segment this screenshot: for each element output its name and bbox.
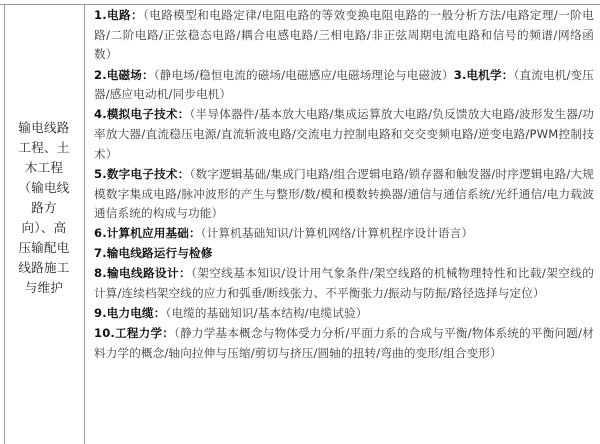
subject-description: （静力学基本概念与物体受力分析/平面力系的合成与平衡/物体系统的平衡问题/材料力学的概念/轴向拉伸与压缩/剪切与挤压/圆轴的扭转/弯曲的变形/组合变形） [94,326,594,361]
category-cell [6,118,82,298]
subject-label: 2.电磁场： [94,67,154,82]
list-item [94,324,594,363]
category-line: 向）、高 [21,220,67,235]
subject-label: 1.电路： [94,8,144,22]
subject-description: （架空线基本知识/设计用气象条件/架空线路的机械物理特性和比载/架空线的计算/连续档架空线的应力和弧垂/断线张力、不平衡张力/振动与防振/路径选择与定位） [94,266,594,301]
list-item [94,6,594,65]
subject-description: （直流电机/变压器/感应电动机/同步电机） [94,67,595,102]
content-cell [94,6,594,364]
list-item [94,66,594,105]
column-divider [84,4,85,444]
category-line: 工程、土 [18,140,70,155]
subject-description: （电缆的基础知识/基本结构/电缆试验） [165,306,368,321]
subject-description: （数字逻辑基础/集成门电路/组合逻辑电路/锁存器和触发器/时序逻辑电路/大规模数字集成电路/脉冲波形的产生与整形/数/模和模数转换器/通信与通信系统/光纤通信/电力载波通信系统的构成与功能） [94,166,594,221]
category-line: 输电线路 [18,120,70,135]
subject-label: 10.工程力学： [94,326,175,341]
subject-label: 9.电力电缆： [94,306,166,321]
category-line: 压输配电 [18,240,70,255]
subject-description: （半导体器件/基本放大电路/集成运算放大电路/负反馈放大电路/波形发生器/功率放大器/直流稳压电源/直流斩波电路/交流电力控制电路和交交变频电路/逆变电路/PWM控制技术） [94,107,594,161]
category-line: 与维护 [24,280,64,295]
list-item [94,264,594,303]
subject-label: 6.计算机应用基础： [94,226,201,241]
category-line: 木工程 [24,160,64,175]
subject-label: 7.输电线路运行与检修 [94,246,213,261]
subject-description: （计算机基础知识/计算机网络/计算机程序设计语言） [200,226,474,241]
subject-description: （电路模型和电路定律/电阻电路的等效变换电阻电路的一般分析方法/电路定理/一阶电路/二阶电路/正弦稳态电路/耦合电感电路/三相电路/非正弦周期电流电路和信号的频谱/网络函数） [94,8,594,62]
list-item [94,244,594,264]
table-left-border [4,4,5,444]
subject-description: （静电场/稳恒电流的磁场/电磁感应/电磁场理论与电磁波） [153,67,454,82]
category-line: 路方 [31,200,57,215]
list-item [94,105,594,164]
list-item [94,165,594,224]
category-line: 线路施工 [18,260,70,275]
list-item [94,304,594,324]
subject-label: 8.输电线路设计： [94,266,192,281]
subject-label: 4.模拟电子技术： [94,107,190,122]
table-top-border [0,4,600,5]
category-line: （输电线 [18,180,70,195]
subject-label: 3.电机学： [453,67,514,82]
list-item [94,224,594,244]
subject-label: 5.数字电子技术： [94,166,190,181]
